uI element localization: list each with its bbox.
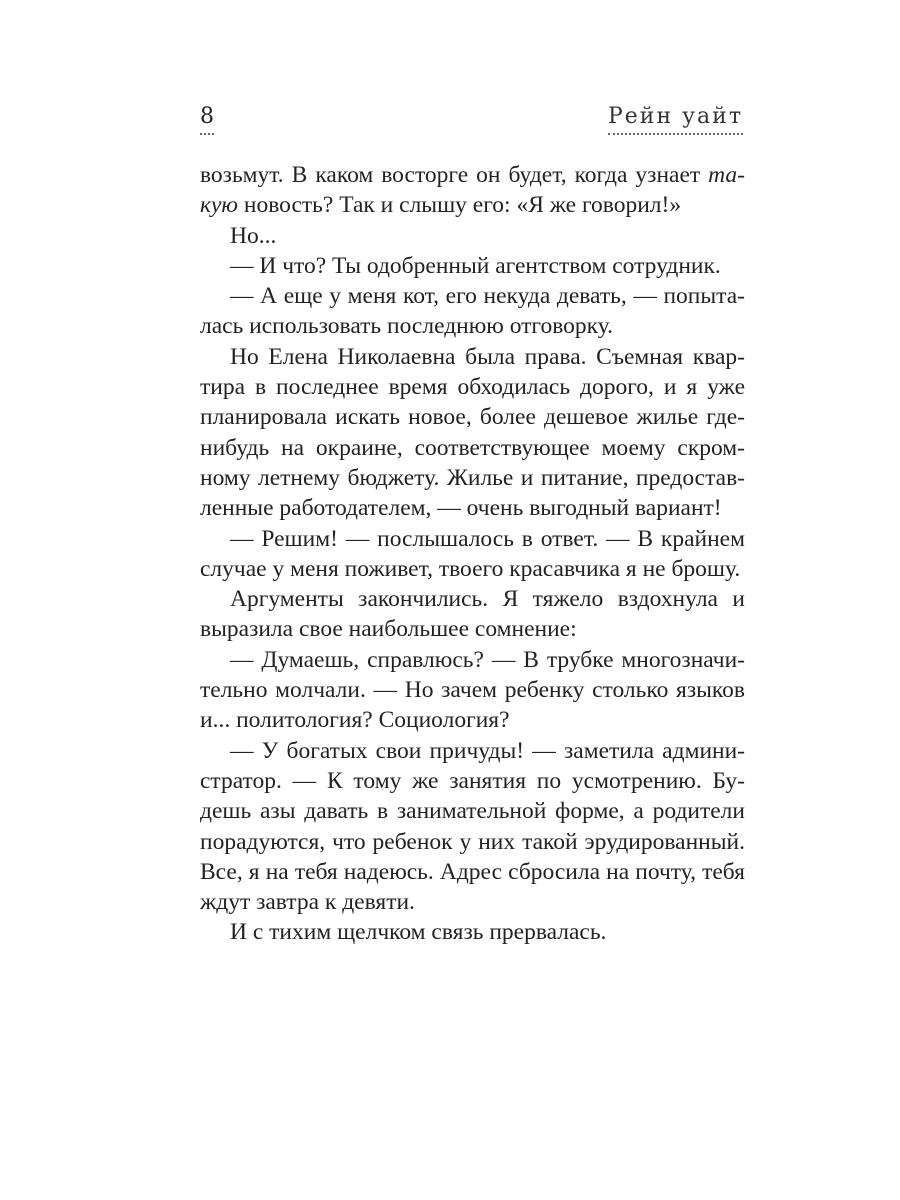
text-chunk: — Думаешь, справлюсь? — В трубке многозначительно молчали. — Но зачем ребенку столько языков и... политология? Социология? (200, 646, 745, 734)
paragraph (200, 251, 745, 281)
text-chunk: новость? Так и слышу его: «Я же говорил!» (238, 192, 682, 219)
text-chunk: возьмут. В каком восторге он будет, когда узнает (200, 162, 709, 188)
text-chunk: Но Елена Николаевна была права. Съемная квартира в последнее время обходилась дорого, и я уже планировала искать новое, более дешевое жилье гденибудь на окраине, соответствующее моему скромному летнему бюджету. Жилье и питание, предоставленные работодателем, — очень выгодный вариант! (200, 343, 745, 522)
text-chunk: — У богатых свои причуды! — заметила администратор. — К тому же занятия по усмотрению. Будешь азы давать в занимательной форме, а родители порадуются, что ребенок у них такой эрудированный. Все, я на тебя надеюсь. Адрес сбросила на почту, тебя ждут завтра к девяти. (200, 737, 745, 916)
paragraph (200, 160, 745, 221)
text-chunk: Но... (230, 222, 277, 249)
paragraph (200, 342, 745, 524)
text-chunk: — Решим! — послышалось в ответ. — В крайнем случае у меня поживет, твоего красавчика я не брошу. (200, 525, 745, 582)
paragraph (200, 645, 745, 736)
page-number: 8 (200, 104, 214, 135)
running-title: Рейн уайт (608, 104, 743, 135)
paragraph (200, 584, 745, 645)
italic-text: такую (200, 162, 745, 219)
paragraph (200, 524, 745, 585)
text-chunk: — И что? Ты одобренный агентством сотрудник. (230, 252, 721, 279)
text-chunk: Аргументы закончились. Я тяжело вздохнула и выразила свое наибольшее сомнение: (200, 586, 745, 643)
book-text (200, 160, 745, 948)
paragraph (200, 917, 745, 947)
paragraph (200, 221, 745, 251)
paragraph (200, 281, 745, 342)
text-chunk: И с тихим щелчком связь прервалась. (230, 919, 607, 946)
paragraph (200, 736, 745, 918)
text-chunk: — А еще у меня кот, его некуда девать, — попыталась использовать последнюю отговорку. (200, 283, 745, 340)
